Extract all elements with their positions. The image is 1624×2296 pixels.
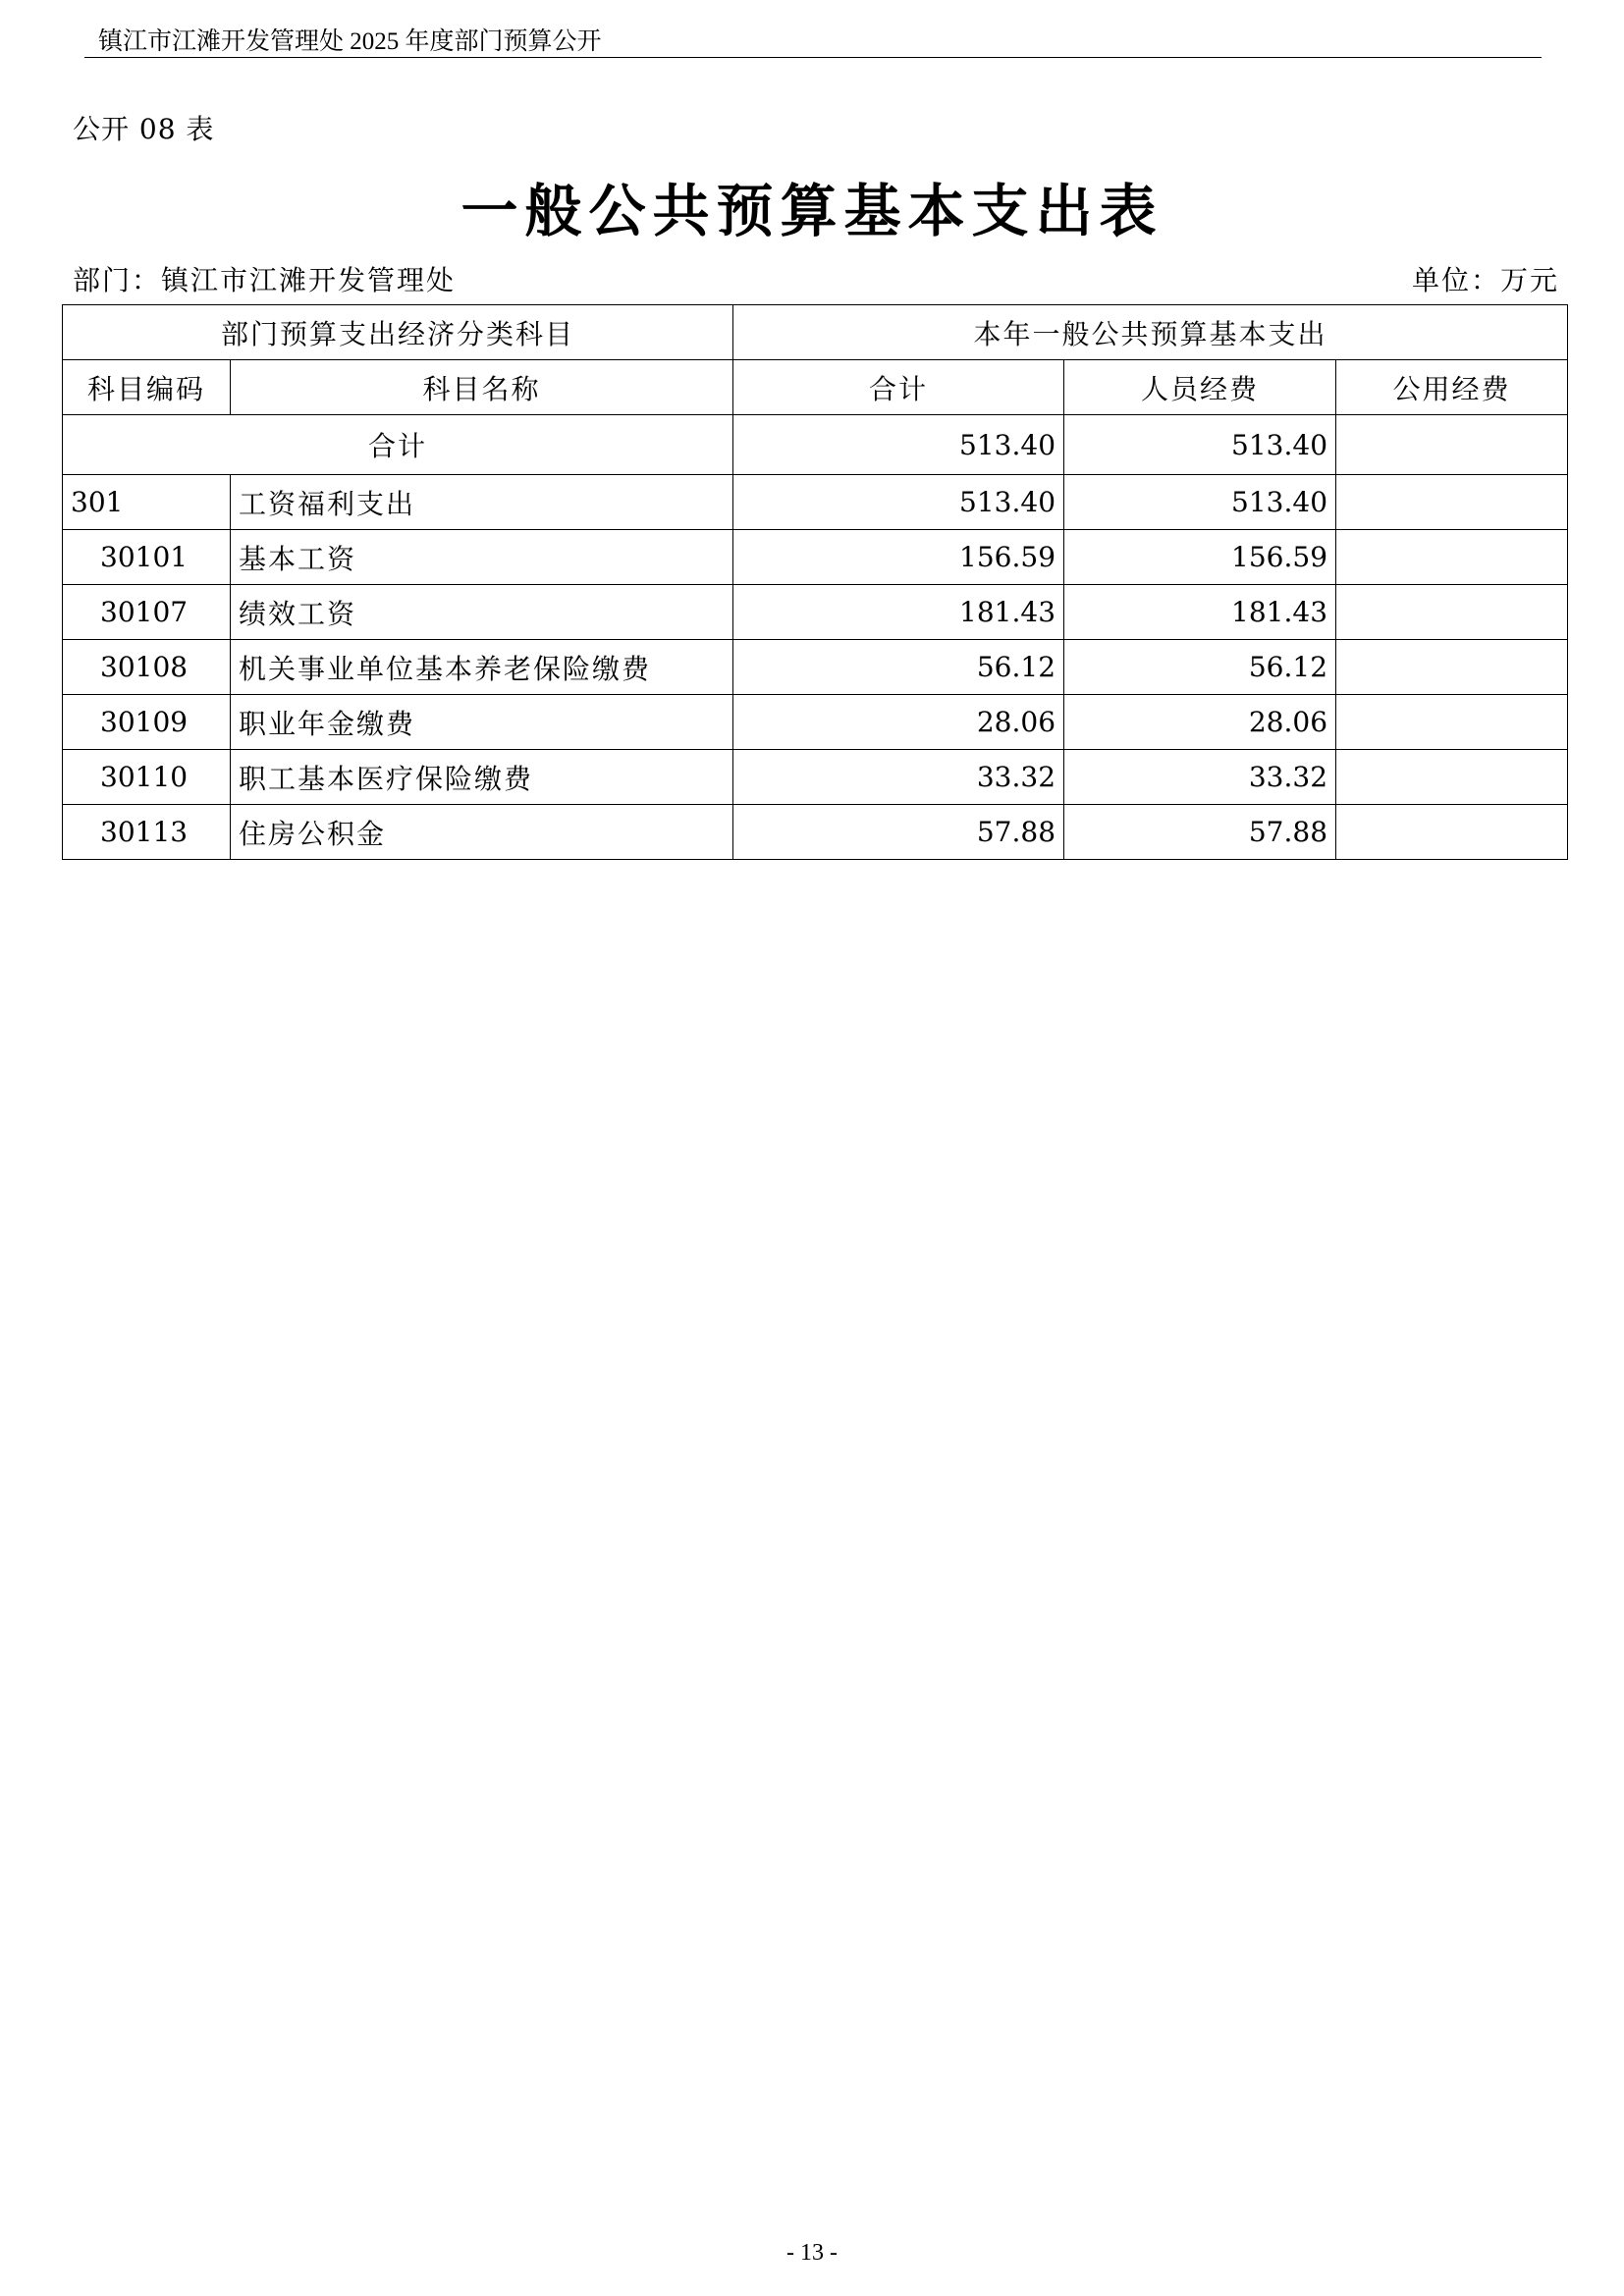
total-public <box>1336 415 1568 475</box>
row-public <box>1336 585 1568 640</box>
table-row <box>63 805 1568 860</box>
group-header-expenditure: 本年一般公共预算基本支出 <box>733 305 1568 360</box>
table-row <box>63 475 1568 530</box>
row-total: 57.88 <box>733 805 1064 860</box>
row-public <box>1336 695 1568 750</box>
table-row <box>63 530 1568 585</box>
row-personnel: 181.43 <box>1064 585 1336 640</box>
row-code: 30107 <box>63 585 231 640</box>
row-name: 机关事业单位基本养老保险缴费 <box>231 640 733 695</box>
row-total: 513.40 <box>733 475 1064 530</box>
row-personnel: 156.59 <box>1064 530 1336 585</box>
table-row <box>63 695 1568 750</box>
column-header-name: 科目名称 <box>231 360 733 415</box>
total-personnel: 513.40 <box>1064 415 1336 475</box>
row-code: 30109 <box>63 695 231 750</box>
row-name: 住房公积金 <box>231 805 733 860</box>
row-personnel: 513.40 <box>1064 475 1336 530</box>
row-total: 28.06 <box>733 695 1064 750</box>
column-header-public: 公用经费 <box>1336 360 1568 415</box>
row-name: 基本工资 <box>231 530 733 585</box>
row-public <box>1336 750 1568 805</box>
budget-table <box>62 304 1568 860</box>
column-header-personnel: 人员经费 <box>1064 360 1336 415</box>
total-label: 合计 <box>63 415 733 475</box>
row-public <box>1336 805 1568 860</box>
row-personnel: 57.88 <box>1064 805 1336 860</box>
unit-label: 单位：万元 <box>1411 264 1559 296</box>
row-public <box>1336 640 1568 695</box>
group-header-classification: 部门预算支出经济分类科目 <box>63 305 733 360</box>
department-label: 部门：镇江市江滩开发管理处 <box>73 264 457 296</box>
row-code: 30113 <box>63 805 231 860</box>
row-personnel: 28.06 <box>1064 695 1336 750</box>
group-header-row <box>63 305 1568 360</box>
row-name: 职工基本医疗保险缴费 <box>231 750 733 805</box>
row-code: 301 <box>63 475 231 530</box>
row-public <box>1336 530 1568 585</box>
column-header-total: 合计 <box>733 360 1064 415</box>
row-code: 30108 <box>63 640 231 695</box>
row-personnel: 56.12 <box>1064 640 1336 695</box>
row-name: 工资福利支出 <box>231 475 733 530</box>
row-code: 30110 <box>63 750 231 805</box>
row-personnel: 33.32 <box>1064 750 1336 805</box>
running-header: 镇江市江滩开发管理处 2025 年度部门预算公开 <box>98 28 602 55</box>
page-number: - 13 - <box>786 2240 838 2266</box>
total-total: 513.40 <box>733 415 1064 475</box>
table-row <box>63 750 1568 805</box>
table-row <box>63 585 1568 640</box>
row-public <box>1336 475 1568 530</box>
table-row <box>63 640 1568 695</box>
row-total: 156.59 <box>733 530 1064 585</box>
row-name: 职业年金缴费 <box>231 695 733 750</box>
total-row <box>63 415 1568 475</box>
row-total: 33.32 <box>733 750 1064 805</box>
column-header-code: 科目编码 <box>63 360 231 415</box>
row-total: 56.12 <box>733 640 1064 695</box>
row-name: 绩效工资 <box>231 585 733 640</box>
table-code: 公开 08 表 <box>73 113 215 145</box>
page-title: 一般公共预算基本支出表 <box>460 178 1164 244</box>
header-rule <box>84 57 1542 58</box>
column-header-row <box>63 360 1568 415</box>
row-code: 30101 <box>63 530 231 585</box>
row-total: 181.43 <box>733 585 1064 640</box>
